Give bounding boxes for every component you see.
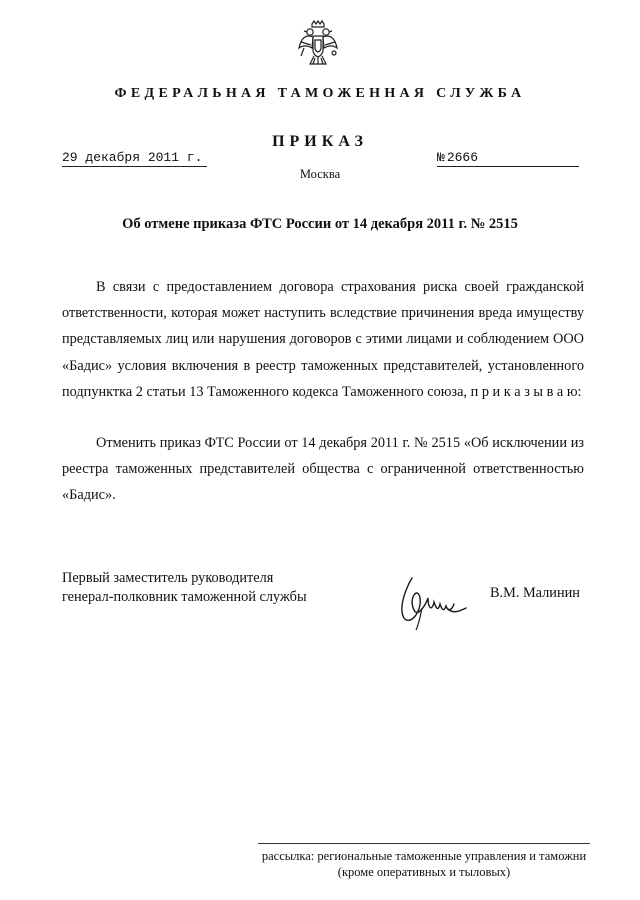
order-date: 29 декабря 2011 г. xyxy=(62,150,207,167)
body-paragraph-1 xyxy=(62,274,584,405)
body-paragraph-2 xyxy=(62,430,584,509)
position-line-1: Первый заместитель руководителя xyxy=(62,570,274,586)
signatory-name: В.М. Малинин xyxy=(490,585,580,601)
order-number-field xyxy=(437,150,579,167)
order-subject: Об отмене приказа ФТС России от 14 декабря 2011 г. № 2515 xyxy=(122,216,518,232)
paragraph-1-text: В связи с предоставлением договора страхования риска своей гражданской ответственности, которая может наступить вследствие причинения вреда имуществу представляемых лиц или нарушения договоров с этими лицами и соблюдением ООО «Бадис» условия включения в реестр таможенных представителей, установленного подпунктка 2 статьи 13 Таможенного кодекса Таможенного союза, xyxy=(62,279,584,400)
distribution-line-1: рассылка: региональные таможенные управления и таможни xyxy=(261,849,587,863)
city: Москва xyxy=(299,167,341,181)
number-sign: № xyxy=(437,150,445,165)
position-line-2: генерал-полковник таможенной службы xyxy=(62,589,307,605)
distribution-line-2: (кроме оперативных и тыловых) xyxy=(337,864,511,879)
order-title: ПРИКАЗ xyxy=(272,133,368,150)
paragraph-1-order-word: п р и к а з ы в а ю: xyxy=(470,383,582,400)
order-number: 2666 xyxy=(446,150,479,165)
distribution-divider xyxy=(258,843,590,844)
signatory-position xyxy=(62,569,307,607)
agency-name: ФЕДЕРАЛЬНАЯ ТАМОЖЕННАЯ СЛУЖБА xyxy=(114,86,526,101)
double-headed-eagle-emblem-icon xyxy=(296,18,340,68)
distribution-list xyxy=(258,849,590,880)
paragraph-2-text: Отменить приказ ФТС России от 14 декабря 2011 г. № 2515 «Об исключении из реестра таможенных представителей общества с ограниченной ответственностью «Бадис». xyxy=(62,435,584,504)
handwritten-signature-icon xyxy=(392,568,470,632)
